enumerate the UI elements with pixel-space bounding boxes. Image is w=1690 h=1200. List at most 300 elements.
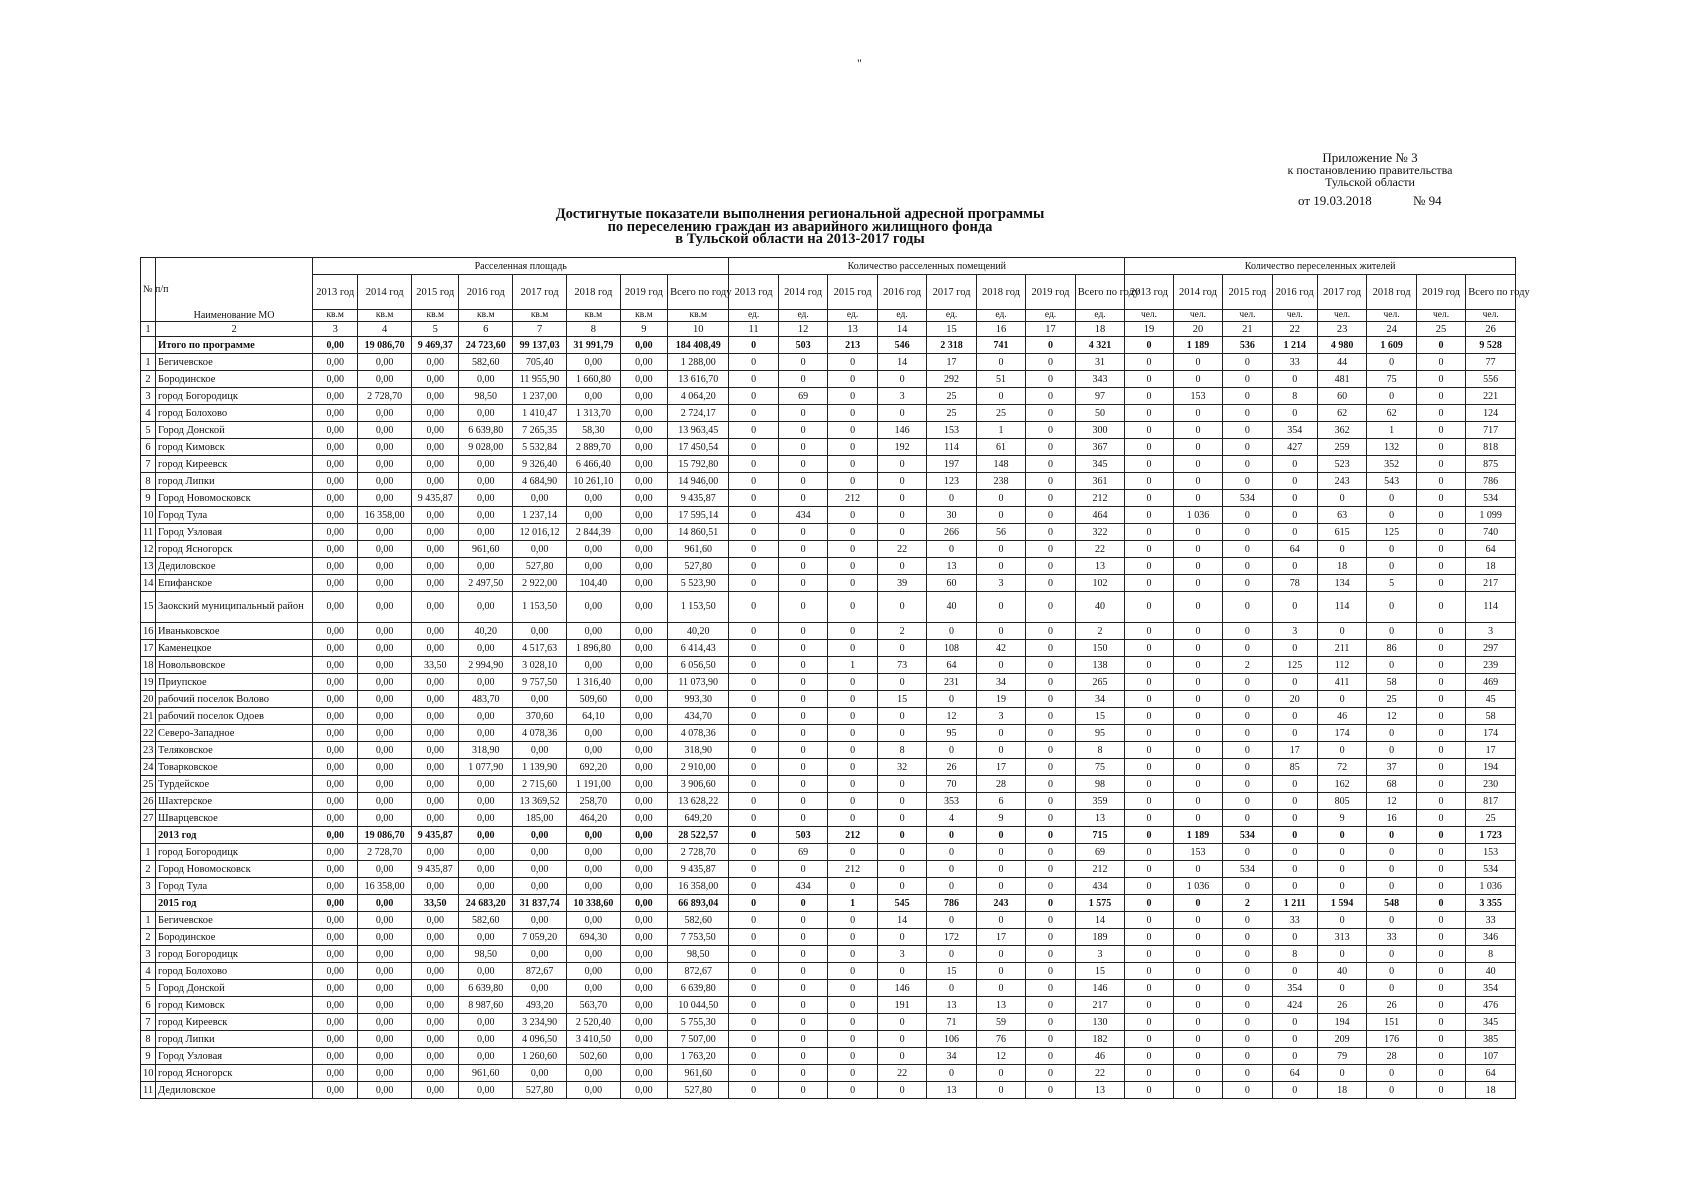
column-index: 15 (927, 322, 976, 337)
value-cell: 0 (729, 708, 778, 725)
value-cell: 3 (1466, 623, 1516, 640)
value-cell: 20 (1272, 691, 1317, 708)
value-cell: 0,00 (313, 1048, 358, 1065)
value-cell: 0 (1173, 473, 1222, 490)
group-area-header: Расселенная площадь (313, 258, 729, 275)
value-cell: 0 (1223, 793, 1272, 810)
value-cell: 0 (778, 1082, 827, 1099)
value-cell: 0 (1367, 558, 1416, 575)
mo-name: Город Новомосковск (156, 861, 313, 878)
value-cell: 0,00 (620, 623, 667, 640)
year-header: 2014 год (358, 275, 412, 310)
value-cell: 0 (1173, 490, 1222, 507)
value-cell: 534 (1466, 490, 1516, 507)
value-cell: 8 (877, 742, 926, 759)
value-cell: 434 (778, 507, 827, 524)
value-cell: 9 028,00 (459, 439, 513, 456)
value-cell: 0,00 (620, 541, 667, 558)
value-cell: 71 (927, 1014, 976, 1031)
value-cell: 1 237,00 (513, 388, 567, 405)
value-cell: 0,00 (566, 541, 620, 558)
value-cell: 0,00 (412, 997, 459, 1014)
value-cell: 6 639,80 (668, 980, 729, 997)
table-row (141, 575, 1516, 592)
group-residents-header: Количество переселенных жителей (1125, 258, 1516, 275)
value-cell: 0 (1173, 592, 1222, 623)
value-cell: 0 (1272, 827, 1317, 844)
value-cell: 112 (1317, 657, 1366, 674)
year-header: Всего по году (1075, 275, 1125, 310)
value-cell: 0 (1173, 810, 1222, 827)
value-cell: 0,00 (412, 388, 459, 405)
value-cell: 13 (1075, 810, 1125, 827)
value-cell: 2 922,00 (513, 575, 567, 592)
value-cell: 0,00 (459, 371, 513, 388)
year-header: Всего по году (668, 275, 729, 310)
unit-header: чел. (1223, 310, 1272, 322)
value-cell: 8 (1075, 742, 1125, 759)
value-cell: 0,00 (412, 929, 459, 946)
value-cell: 0 (1173, 742, 1222, 759)
value-cell: 0 (828, 456, 877, 473)
value-cell: 1 723 (1466, 827, 1516, 844)
value-cell: 0 (1317, 980, 1366, 997)
value-cell: 0 (778, 405, 827, 422)
value-cell: 37 (1367, 759, 1416, 776)
value-cell: 0 (1367, 1082, 1416, 1099)
row-number: 17 (141, 640, 156, 657)
value-cell: 0 (1125, 946, 1173, 963)
value-cell: 0,00 (620, 1065, 667, 1082)
value-cell: 0 (1416, 1014, 1465, 1031)
value-cell: 0 (1367, 657, 1416, 674)
value-cell: 0 (1125, 827, 1173, 844)
value-cell: 536 (1223, 337, 1272, 354)
value-cell: 0 (1416, 776, 1465, 793)
value-cell: 0 (1272, 490, 1317, 507)
row-number: 14 (141, 575, 156, 592)
value-cell: 0,00 (313, 929, 358, 946)
row-number: 15 (141, 592, 156, 623)
value-cell: 0,00 (620, 640, 667, 657)
value-cell: 95 (927, 725, 976, 742)
mo-name: Город Донской (156, 980, 313, 997)
value-cell: 6 639,80 (459, 980, 513, 997)
value-cell: 0 (1173, 422, 1222, 439)
value-cell: 3 410,50 (566, 1031, 620, 1048)
value-cell: 1 036 (1173, 507, 1222, 524)
value-cell: 545 (877, 895, 926, 912)
value-cell: 14 860,51 (668, 524, 729, 541)
value-cell: 1 189 (1173, 827, 1222, 844)
mo-name: Заокский муниципальный район (156, 592, 313, 623)
value-cell: 4 078,36 (513, 725, 567, 742)
value-cell: 0,00 (412, 844, 459, 861)
value-cell: 0 (828, 405, 877, 422)
value-cell: 0,00 (313, 337, 358, 354)
value-cell: 0 (1125, 759, 1173, 776)
value-cell: 25 (1466, 810, 1516, 827)
value-cell: 0 (828, 541, 877, 558)
value-cell: 40 (1466, 963, 1516, 980)
value-cell: 0 (729, 963, 778, 980)
table-row (141, 1065, 1516, 1082)
value-cell: 322 (1075, 524, 1125, 541)
column-index: 2 (156, 322, 313, 337)
value-cell: 546 (877, 337, 926, 354)
unit-header: кв.м (358, 310, 412, 322)
document-title (520, 208, 1080, 246)
value-cell: 0 (1416, 674, 1465, 691)
value-cell: 16 358,00 (668, 878, 729, 895)
value-cell: 0,00 (358, 575, 412, 592)
value-cell: 212 (828, 827, 877, 844)
value-cell: 0 (778, 1031, 827, 1048)
value-cell: 694,30 (566, 929, 620, 946)
value-cell: 0 (828, 1048, 877, 1065)
value-cell: 64 (1466, 1065, 1516, 1082)
value-cell: 0 (976, 657, 1025, 674)
value-cell: 0 (1416, 929, 1465, 946)
value-cell: 0 (1173, 776, 1222, 793)
value-cell: 0,00 (358, 1082, 412, 1099)
table-row (141, 456, 1516, 473)
mo-name: город Кимовск (156, 997, 313, 1014)
row-number: 26 (141, 793, 156, 810)
value-cell: 33 (1466, 912, 1516, 929)
value-cell: 0 (1367, 1065, 1416, 1082)
value-cell: 0,00 (412, 691, 459, 708)
value-cell: 0 (778, 895, 827, 912)
value-cell: 0,00 (412, 541, 459, 558)
value-cell: 0 (1026, 490, 1075, 507)
value-cell: 192 (877, 439, 926, 456)
unit-header: кв.м (459, 310, 513, 322)
value-cell: 9 326,40 (513, 456, 567, 473)
value-cell: 13 369,52 (513, 793, 567, 810)
value-cell: 875 (1466, 456, 1516, 473)
value-cell: 134 (1317, 575, 1366, 592)
value-cell: 0,00 (412, 371, 459, 388)
value-cell: 0 (729, 997, 778, 1014)
value-cell: 51 (976, 371, 1025, 388)
table-row (141, 354, 1516, 371)
value-cell: 26 (1367, 997, 1416, 1014)
value-cell: 0,00 (620, 929, 667, 946)
value-cell: 0 (1223, 507, 1272, 524)
mo-name: город Болохово (156, 405, 313, 422)
value-cell: 3 355 (1466, 895, 1516, 912)
mo-name: Бегичевское (156, 912, 313, 929)
table-row (141, 490, 1516, 507)
value-cell: 0,00 (412, 1048, 459, 1065)
value-cell: 4 517,63 (513, 640, 567, 657)
row-number: 6 (141, 439, 156, 456)
row-number: 23 (141, 742, 156, 759)
value-cell: 0 (1317, 844, 1366, 861)
value-cell: 615 (1317, 524, 1366, 541)
value-cell: 0 (976, 878, 1025, 895)
value-cell: 0 (1223, 674, 1272, 691)
value-cell: 0 (976, 592, 1025, 623)
value-cell: 0 (1223, 439, 1272, 456)
column-index: 9 (620, 322, 667, 337)
mo-name: Теляковское (156, 742, 313, 759)
value-cell: 8 (1272, 946, 1317, 963)
value-cell: 0 (1367, 507, 1416, 524)
value-cell: 0 (1367, 980, 1416, 997)
value-cell: 0 (1416, 490, 1465, 507)
value-cell: 0 (1173, 657, 1222, 674)
value-cell: 0,00 (513, 1065, 567, 1082)
value-cell: 0 (778, 997, 827, 1014)
value-cell: 0 (729, 507, 778, 524)
value-cell: 705,40 (513, 354, 567, 371)
value-cell: 8 (1466, 946, 1516, 963)
column-index: 6 (459, 322, 513, 337)
value-cell: 0 (1173, 997, 1222, 1014)
value-cell: 19 086,70 (358, 337, 412, 354)
column-index: 21 (1223, 322, 1272, 337)
value-cell: 0,00 (358, 963, 412, 980)
value-cell: 0 (1367, 878, 1416, 895)
value-cell: 0 (1223, 371, 1272, 388)
value-cell: 0 (1026, 371, 1075, 388)
value-cell: 527,80 (513, 558, 567, 575)
value-cell: 33 (1272, 354, 1317, 371)
value-cell: 0 (1026, 575, 1075, 592)
value-cell: 0,00 (313, 759, 358, 776)
value-cell: 15 (927, 963, 976, 980)
value-cell: 9 (1317, 810, 1366, 827)
row-number: 5 (141, 422, 156, 439)
value-cell: 0 (828, 878, 877, 895)
value-cell: 0 (976, 490, 1025, 507)
appendix-line-3: Тульской области (1325, 175, 1415, 189)
value-cell: 0,00 (459, 708, 513, 725)
column-index: 5 (412, 322, 459, 337)
table-row (141, 946, 1516, 963)
value-cell: 0 (729, 439, 778, 456)
value-cell: 0 (877, 725, 926, 742)
mo-name: город Ясногорск (156, 541, 313, 558)
value-cell: 44 (1317, 354, 1366, 371)
value-cell: 0 (1026, 861, 1075, 878)
row-number: 1 (141, 354, 156, 371)
value-cell: 0 (927, 490, 976, 507)
row-number: 5 (141, 980, 156, 997)
value-cell: 0,00 (566, 946, 620, 963)
value-cell: 0 (1416, 691, 1465, 708)
value-cell: 153 (927, 422, 976, 439)
value-cell: 58,30 (566, 422, 620, 439)
value-cell: 0 (1367, 490, 1416, 507)
value-cell: 0 (1367, 844, 1416, 861)
value-cell: 28 (1367, 1048, 1416, 1065)
value-cell: 0 (778, 674, 827, 691)
value-cell: 0 (729, 1031, 778, 1048)
value-cell: 0 (729, 1048, 778, 1065)
value-cell: 0,00 (459, 929, 513, 946)
value-cell: 0 (828, 759, 877, 776)
year-header: 2019 год (1416, 275, 1465, 310)
value-cell: 19 (976, 691, 1025, 708)
value-cell: 0 (1026, 558, 1075, 575)
value-cell: 64 (927, 657, 976, 674)
value-cell: 86 (1367, 640, 1416, 657)
value-cell: 0 (729, 1014, 778, 1031)
value-cell: 0 (1272, 929, 1317, 946)
value-cell: 0,00 (313, 725, 358, 742)
value-cell: 0,00 (566, 354, 620, 371)
value-cell: 14 946,00 (668, 473, 729, 490)
value-cell: 0,00 (313, 439, 358, 456)
value-cell: 12 (976, 1048, 1025, 1065)
value-cell: 0,00 (412, 776, 459, 793)
value-cell: 0,00 (412, 405, 459, 422)
table-row (141, 422, 1516, 439)
value-cell: 543 (1367, 473, 1416, 490)
value-cell: 0,00 (358, 708, 412, 725)
value-cell: 106 (927, 1031, 976, 1048)
value-cell: 469 (1466, 674, 1516, 691)
value-cell: 993,30 (668, 691, 729, 708)
value-cell: 0 (1223, 575, 1272, 592)
value-cell: 0,00 (513, 490, 567, 507)
value-cell: 0,00 (412, 674, 459, 691)
value-cell: 0 (1026, 623, 1075, 640)
value-cell: 0 (1125, 456, 1173, 473)
value-cell: 7 507,00 (668, 1031, 729, 1048)
value-cell: 0 (729, 592, 778, 623)
value-cell: 76 (976, 1031, 1025, 1048)
value-cell: 0,00 (412, 793, 459, 810)
value-cell: 2 910,00 (668, 759, 729, 776)
value-cell: 46 (1075, 1048, 1125, 1065)
value-cell: 0,00 (459, 473, 513, 490)
value-cell: 13 (976, 997, 1025, 1014)
value-cell: 0,00 (566, 623, 620, 640)
value-cell: 0 (778, 929, 827, 946)
value-cell: 17 (976, 759, 1025, 776)
value-cell: 13 (927, 1082, 976, 1099)
value-cell: 0,00 (566, 1065, 620, 1082)
value-cell: 238 (976, 473, 1025, 490)
mo-name: Епифанское (156, 575, 313, 592)
value-cell: 0,00 (313, 558, 358, 575)
mo-name: город Липки (156, 473, 313, 490)
value-cell: 0 (1125, 1031, 1173, 1048)
value-cell: 354 (1272, 422, 1317, 439)
value-cell: 0 (877, 810, 926, 827)
value-cell: 182 (1075, 1031, 1125, 1048)
value-cell: 14 (877, 354, 926, 371)
value-cell: 0 (1416, 725, 1465, 742)
mo-name: Шварцевское (156, 810, 313, 827)
value-cell: 3 (976, 708, 1025, 725)
value-cell: 85 (1272, 759, 1317, 776)
value-cell: 0 (1317, 490, 1366, 507)
value-cell: 0 (877, 490, 926, 507)
top-mark: " (857, 56, 862, 70)
value-cell: 0 (1026, 844, 1075, 861)
value-cell: 0 (729, 776, 778, 793)
value-cell: 0,00 (620, 473, 667, 490)
value-cell: 345 (1466, 1014, 1516, 1031)
value-cell: 872,67 (668, 963, 729, 980)
row-number: 24 (141, 759, 156, 776)
value-cell: 0 (828, 524, 877, 541)
value-cell: 69 (778, 844, 827, 861)
value-cell: 0,00 (313, 507, 358, 524)
value-cell: 0 (1223, 929, 1272, 946)
value-cell: 692,20 (566, 759, 620, 776)
unit-header: ед. (729, 310, 778, 322)
value-cell: 0 (828, 1031, 877, 1048)
value-cell: 0 (1026, 929, 1075, 946)
value-cell: 427 (1272, 439, 1317, 456)
value-cell: 0,00 (412, 912, 459, 929)
value-cell: 98,50 (459, 388, 513, 405)
table-row (141, 524, 1516, 541)
value-cell: 0,00 (513, 691, 567, 708)
value-cell: 0,00 (566, 844, 620, 861)
value-cell: 0 (877, 640, 926, 657)
value-cell: 0,00 (566, 507, 620, 524)
mo-name: Город Донской (156, 422, 313, 439)
value-cell: 0 (1272, 708, 1317, 725)
value-cell: 0,00 (620, 861, 667, 878)
value-cell: 0 (729, 674, 778, 691)
value-cell: 0 (1173, 371, 1222, 388)
value-cell: 217 (1075, 997, 1125, 1014)
value-cell: 0 (1272, 963, 1317, 980)
table-row (141, 1082, 1516, 1099)
value-cell: 50 (1075, 405, 1125, 422)
value-cell: 0,00 (412, 980, 459, 997)
value-cell: 0 (778, 422, 827, 439)
value-cell: 138 (1075, 657, 1125, 674)
table-row (141, 473, 1516, 490)
value-cell: 0 (1125, 640, 1173, 657)
value-cell: 0 (1416, 810, 1465, 827)
value-cell: 0 (778, 691, 827, 708)
value-cell: 0,00 (313, 708, 358, 725)
value-cell: 0 (1367, 541, 1416, 558)
value-cell: 0,00 (358, 473, 412, 490)
value-cell: 146 (1075, 980, 1125, 997)
value-cell: 0,00 (412, 640, 459, 657)
value-cell: 15 (1075, 963, 1125, 980)
value-cell: 0,00 (620, 708, 667, 725)
mo-name: город Киреевск (156, 1014, 313, 1031)
value-cell: 0 (1173, 558, 1222, 575)
value-cell: 0,00 (459, 524, 513, 541)
value-cell: 0 (1223, 1014, 1272, 1031)
row-number: 19 (141, 674, 156, 691)
value-cell: 359 (1075, 793, 1125, 810)
value-cell: 40,20 (668, 623, 729, 640)
value-cell: 0 (877, 861, 926, 878)
unit-header: кв.м (513, 310, 567, 322)
value-cell: 0 (729, 524, 778, 541)
value-cell: 153 (1173, 844, 1222, 861)
value-cell: 0,00 (313, 1014, 358, 1031)
value-cell: 0 (778, 439, 827, 456)
value-cell: 0,00 (513, 623, 567, 640)
value-cell: 0,00 (620, 878, 667, 895)
value-cell: 534 (1223, 827, 1272, 844)
